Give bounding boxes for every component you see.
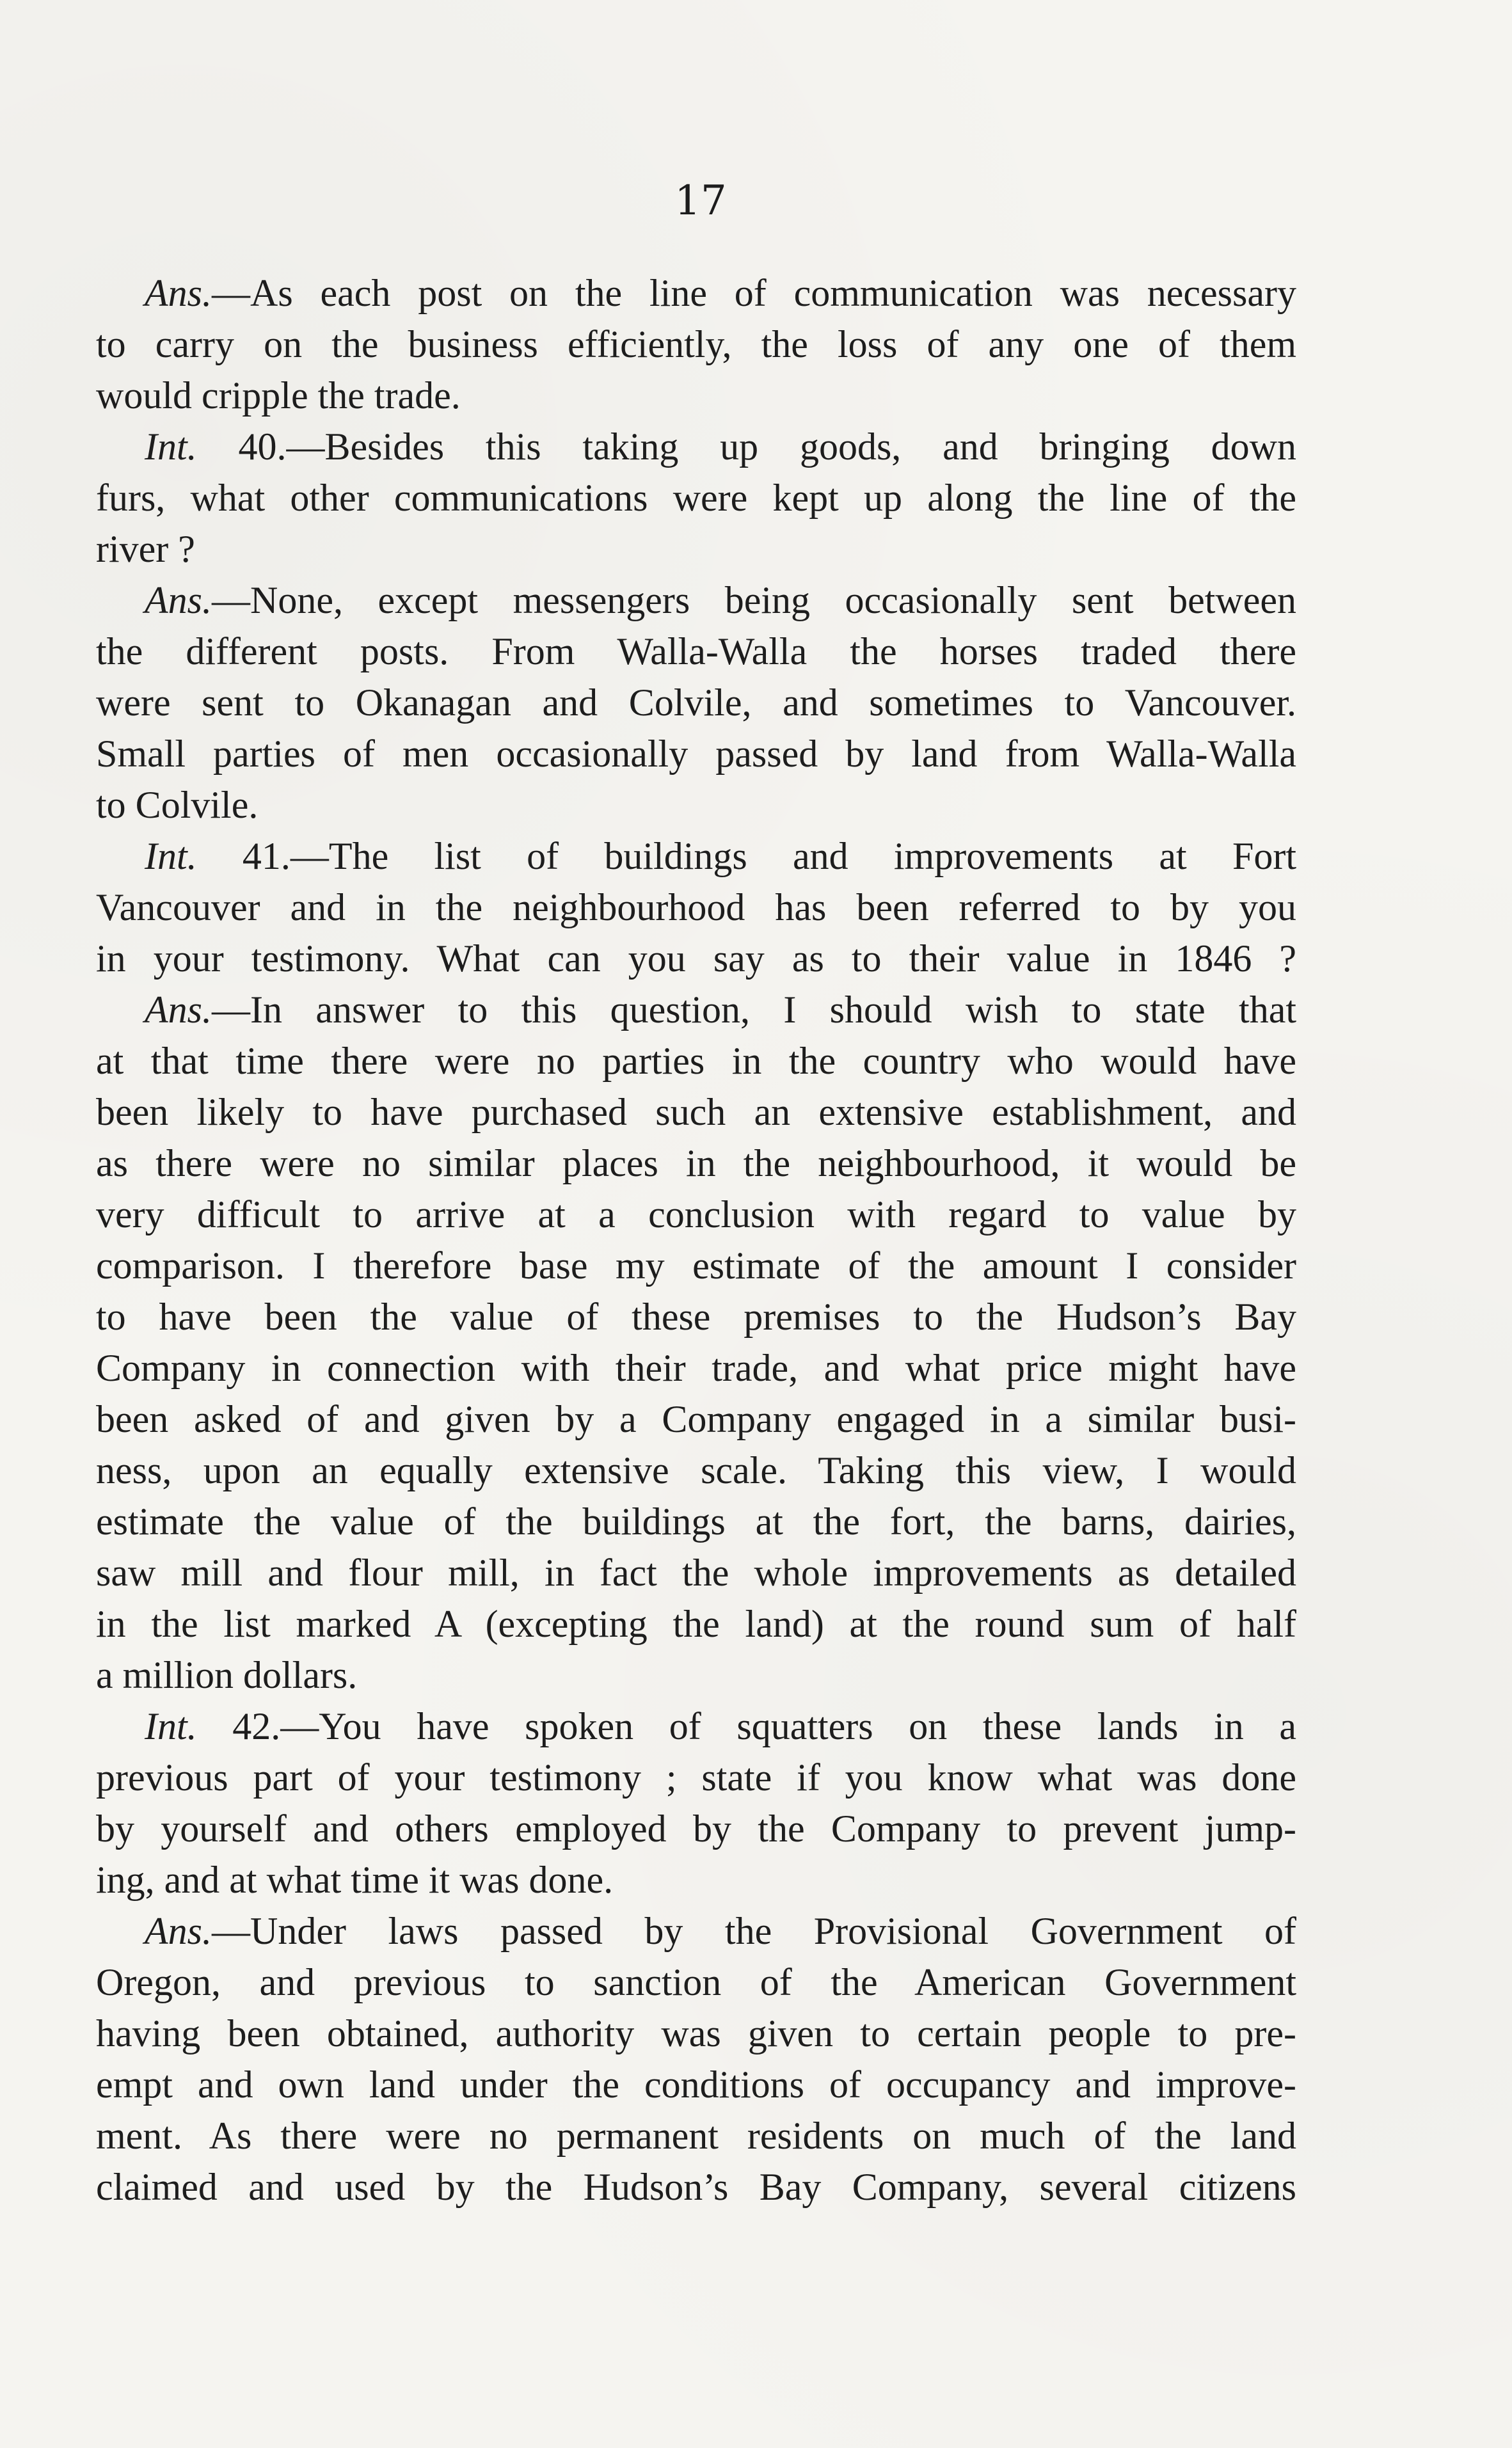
text-line (96, 2161, 1296, 2213)
line-text: Small parties of men occasionally passed by land from Walla-Walla (96, 733, 1296, 775)
text-line (96, 472, 1296, 523)
text-line (96, 933, 1296, 984)
text-line (96, 1854, 1296, 1905)
line-text: 40.—Besides this taking up goods, and bringing down (196, 425, 1296, 468)
text-line (96, 1649, 1296, 1701)
line-text: would cripple the trade. (96, 374, 461, 417)
text-line (96, 1547, 1296, 1598)
text-line (96, 1752, 1296, 1803)
text-line (96, 1086, 1296, 1138)
line-text: ness, upon an equally extensive scale. Taking this view, I would (96, 1449, 1296, 1491)
text-line (96, 523, 1296, 575)
line-text: were sent to Okanagan and Colvile, and sometimes to Vancouver. (96, 681, 1296, 724)
line-text: estimate the value of the buildings at the fort, the barns, dairies, (96, 1500, 1296, 1543)
line-text: to Colvile. (96, 784, 259, 826)
text-line (96, 1496, 1296, 1547)
line-text: —In answer to this question, I should wish to state that (212, 989, 1296, 1031)
text-line (96, 984, 1296, 1035)
line-text: been likely to have purchased such an extensive establishment, and (96, 1091, 1296, 1133)
line-text: been asked of and given by a Company engaged in a similar busi- (96, 1398, 1296, 1440)
line-text: in your testimony. What can you say as to their value in 1846 ? (96, 937, 1296, 980)
text-line (96, 1035, 1296, 1086)
text-line (96, 1240, 1296, 1291)
text-line (96, 1342, 1296, 1394)
text-line (96, 1291, 1296, 1342)
text-line (96, 575, 1296, 626)
text-line (96, 1803, 1296, 1854)
text-line (96, 677, 1296, 728)
line-text: saw mill and flour mill, in fact the whole improvements as detailed (96, 1552, 1296, 1594)
line-text: 41.—The list of buildings and improvements at Fort (196, 835, 1296, 877)
line-text: claimed and used by the Hudson’s Bay Company, several citizens (96, 2166, 1296, 2208)
text-line (96, 1598, 1296, 1649)
line-text: to carry on the business efficiently, the loss of any one of them (96, 323, 1296, 365)
line-text: river ? (96, 528, 195, 570)
line-text: having been obtained, authority was given to certain people to pre- (96, 2012, 1296, 2055)
line-text: Oregon, and previous to sanction of the American Government (96, 1961, 1296, 2003)
line-text: —Under laws passed by the Provisional Government of (212, 1910, 1296, 1952)
line-text: in the list marked A (excepting the land) at the round sum of half (96, 1603, 1296, 1645)
line-text: empt and own land under the conditions of occupancy and improve- (96, 2063, 1296, 2106)
line-text: comparison. I therefore base my estimate of the amount I consider (96, 1244, 1296, 1287)
text-line (96, 1189, 1296, 1240)
text-line (96, 1138, 1296, 1189)
speaker-label: Ans. (145, 1910, 212, 1952)
text-line (96, 1957, 1296, 2008)
line-text: ing, and at what time it was done. (96, 1859, 614, 1901)
page-number: 17 (674, 177, 727, 225)
text-line (96, 728, 1296, 779)
text-line (96, 1905, 1296, 1957)
line-text: —As each post on the line of communication was necessary (212, 272, 1296, 314)
line-text: Company in connection with their trade, and what price might have (96, 1347, 1296, 1389)
line-text: as there were no similar places in the neighbourhood, it would be (96, 1142, 1296, 1184)
line-text: a million dollars. (96, 1654, 358, 1696)
text-line (96, 1394, 1296, 1445)
text-line (96, 882, 1296, 933)
text-line (96, 267, 1296, 319)
text-line (96, 779, 1296, 831)
line-text: —None, except messengers being occasionally sent between (212, 579, 1296, 621)
speaker-label: Int. (145, 1705, 197, 1747)
line-text: to have been the value of these premises to the Hudson’s Bay (96, 1296, 1296, 1338)
text-line (96, 2059, 1296, 2110)
text-line (96, 319, 1296, 370)
text-line (96, 2008, 1296, 2059)
text-line (96, 2110, 1296, 2161)
speaker-label: Ans. (145, 989, 212, 1031)
line-text: ment. As there were no permanent residents on much of the land (96, 2115, 1296, 2157)
line-text: 42.—You have spoken of squatters on these lands in a (196, 1705, 1296, 1747)
line-text: furs, what other communications were kept up along the line of the (96, 477, 1296, 519)
speaker-label: Int. (145, 835, 197, 877)
text-line (96, 370, 1296, 421)
speaker-label: Ans. (145, 579, 212, 621)
line-text: previous part of your testimony ; state if you know what was done (96, 1756, 1296, 1799)
line-text: by yourself and others employed by the Company to prevent jump- (96, 1808, 1296, 1850)
speaker-label: Int. (145, 425, 197, 468)
line-text: at that time there were no parties in the country who would have (96, 1040, 1296, 1082)
body-text (96, 267, 1296, 2213)
text-line (96, 626, 1296, 677)
line-text: Vancouver and in the neighbourhood has been referred to by you (96, 886, 1296, 928)
line-text: very difficult to arrive at a conclusion with regard to value by (96, 1193, 1296, 1236)
text-line (96, 1701, 1296, 1752)
text-line (96, 1445, 1296, 1496)
text-line (96, 421, 1296, 472)
text-line (96, 831, 1296, 882)
speaker-label: Ans. (145, 272, 212, 314)
line-text: the different posts. From Walla-Walla the horses traded there (96, 630, 1296, 672)
